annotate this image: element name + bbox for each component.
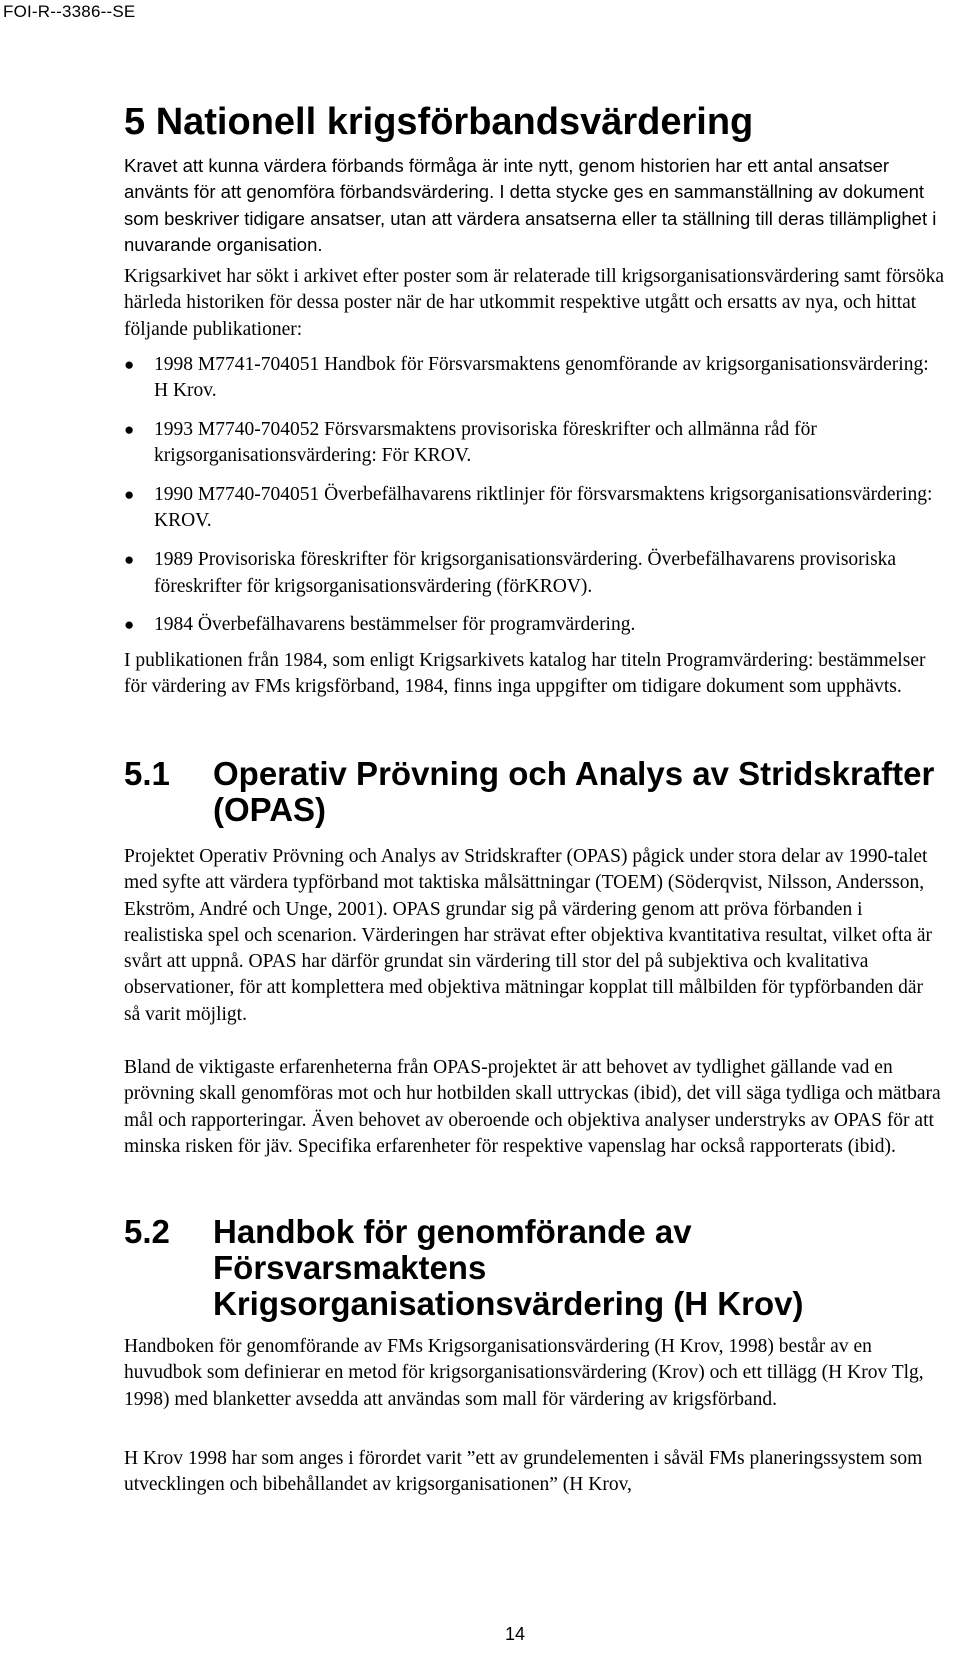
report-id-header: FOI-R--3386--SE xyxy=(3,2,136,21)
list-item: ● 1984 Överbefälhavarens bestämmelser för programvärdering. xyxy=(124,612,944,638)
section-5-1-paragraph-2: Bland de viktigaste erfarenheterna från OPAS-projektet är att behovet av tydlighet gällande vad en prövning skall genomföras mot och hur hotbilden skall uttryckas (ibid), det vill säga tydliga och mätbara mål och rapporteringar. Även behovet av oberoende och objektiva analyser understryks av OPAS för att minska risken för jäv. Specifika erfarenheter för respektive vapenslag har också rapporterats (ibid). xyxy=(124,1057,941,1157)
section-5-1-title: Operativ Prövning och Analys av Stridskrafter (OPAS) xyxy=(213,755,935,828)
section-5-heading: 5 Nationell krigsförbandsvärdering xyxy=(124,101,754,143)
list-item: ● 1990 M7740-704051 Överbefälhavarens riktlinjer för försvarsmaktens krigsorganisationsvärdering: KROV. xyxy=(124,484,933,532)
list-item: ● 1998 M7741-704051 Handbok för Försvarsmaktens genomförande av krigsorganisationsvärdering: H Krov. xyxy=(124,354,929,402)
bullet-icon: ● xyxy=(124,550,135,570)
section-5-paragraph-2: Krigsarkivet har sökt i arkivet efter poster som är relaterade till krigsorganisationsvärdering samt försöka härleda historiken för dessa poster när de har utkommit respektive utgått och ersatts av nya, och hittat följande publikationer: xyxy=(124,266,945,340)
list-item: ● 1993 M7740-704052 Försvarsmaktens provisoriska föreskrifter och allmänna råd för krigsorganisationsvärdering: För KROV. xyxy=(124,419,817,467)
bullet-icon: ● xyxy=(124,485,135,505)
list-item: ● 1989 Provisoriska föreskrifter för krigsorganisationsvärdering. Överbefälhavarens provisoriska föreskrifter för krigsorganisationsvärdering (förKROV). xyxy=(124,549,897,597)
section-5-paragraph-3: I publikationen från 1984, som enligt Krigsarkivets katalog har titeln Programvärdering: bestämmelser för värdering av FMs krigsförband, 1984, finns inga uppgifter om tidigare dokument som upphävts. xyxy=(124,650,926,698)
bullet-icon: ● xyxy=(124,420,135,440)
publication-list xyxy=(124,352,944,651)
section-5-2-number: 5.2 xyxy=(124,1213,170,1250)
section-5-1-paragraph-1: Projektet Operativ Prövning och Analys av Stridskrafter (OPAS) pågick under stora delar av 1990-talet med syfte att värdera typförband mot taktiska målsättningar (TOEM) (Söderqvist, Nilsson, Andersson, Ekström, André och Unge, 2001). OPAS grundar sig på värdering genom att pröva förbanden i realistiska spel och scenarion. Värderingen har strävat efter objektiva kvantitativa resultat, vilket ofta är svårt att uppnå. OPAS har därför grundat sin värdering till stor del på subjektiva och kvalitativa observationer, för att komplettera med objektiva mätningar kopplat till målbilden för typförbanden där så varit möjligt. xyxy=(124,846,933,1025)
bullet-icon: ● xyxy=(124,615,135,635)
section-5-2-heading xyxy=(124,1214,944,1322)
section-5-2-title: Handbok för genomförande av Försvarsmaktens Krigsorganisationsvärdering (H Krov) xyxy=(213,1213,804,1322)
section-5-1-heading xyxy=(124,756,944,828)
section-5-1-number: 5.1 xyxy=(124,755,170,792)
bullet-icon: ● xyxy=(124,355,135,374)
section-5-2-paragraph-2: H Krov 1998 har som anges i förordet varit ”ett av grundelementen i såväl FMs planeringssystem som utvecklingen och bibehållandet av krigsorganisationen” (H Krov, xyxy=(124,1448,923,1496)
section-5-2-paragraph-1: Handboken för genomförande av FMs Krigsorganisationsvärdering (H Krov, 1998) består av en huvudbok som definierar en metod för krigsorganisationsvärdering (Krov) och ett tillägg (H Krov Tlg, 1998) med blanketter avsedda att användas som mall för värdering av krigsförband. xyxy=(124,1336,924,1410)
page-number: 14 xyxy=(504,1624,526,1644)
section-5-intro: Kravet att kunna värdera förbands förmåga är inte nytt, genom historien har ett antal ansatser använts för att genomföra förbandsvärdering. I detta stycke ges en sammanställning av dokument som beskriver tidigare ansatser, utan att värdera ansatserna eller ta ställning till deras tillämplighet i nuvarande organisation. xyxy=(124,155,937,255)
